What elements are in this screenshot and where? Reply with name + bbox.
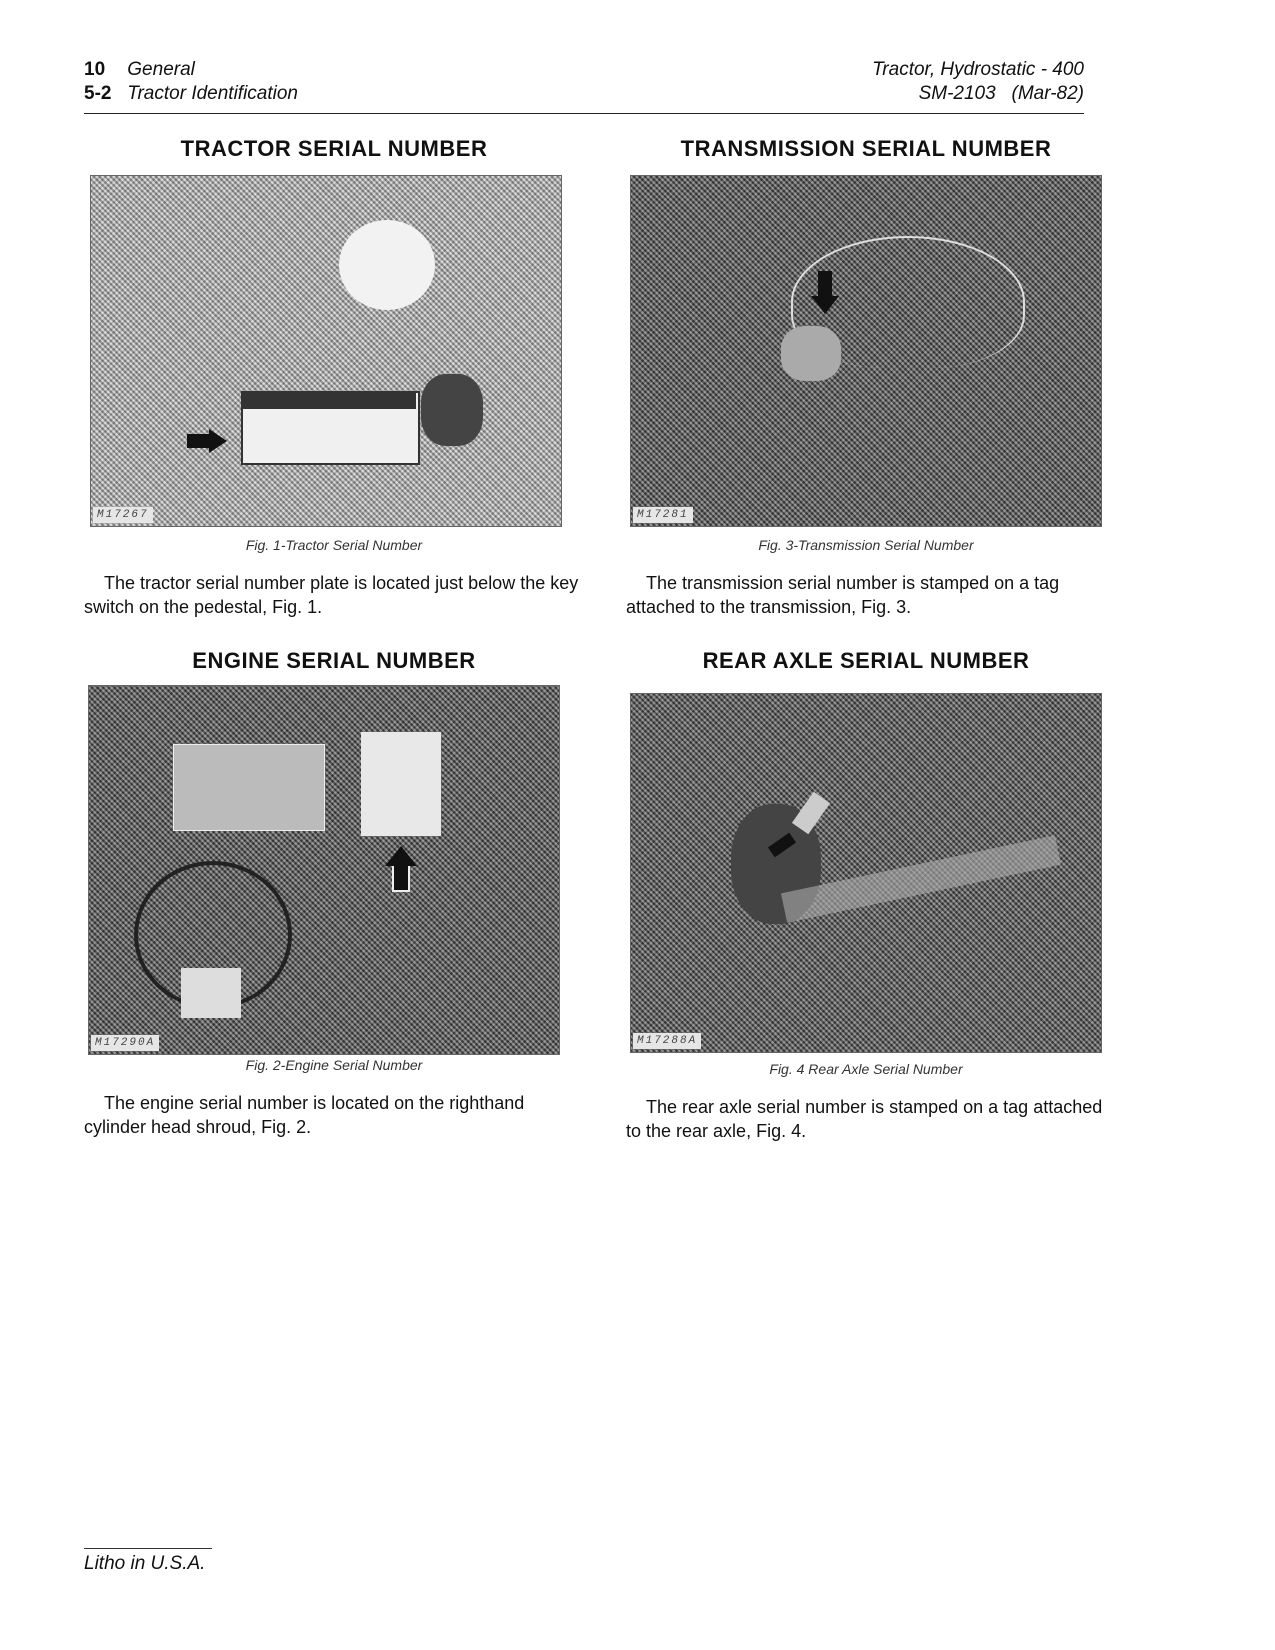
knob [421, 374, 483, 446]
figure-caption: Fig. 3-Transmission Serial Number [758, 537, 974, 553]
arrow-icon [187, 434, 211, 448]
arrow-icon [392, 864, 410, 892]
section-title: General [127, 59, 195, 80]
print-notice: Litho in U.S.A. [84, 1553, 206, 1574]
photo-code: M17267 [93, 507, 153, 523]
figure-3-photo [630, 175, 1102, 527]
transmission-tag [781, 326, 841, 381]
figure-2-photo [88, 685, 560, 1055]
header-group-line [84, 82, 298, 106]
section-rear-axle-serial [626, 647, 1106, 1143]
section-heading: TRACTOR SERIAL NUMBER [180, 136, 488, 161]
engine-serial-plate [361, 732, 441, 836]
figure-caption: Fig. 4 Rear Axle Serial Number [769, 1061, 963, 1077]
header-rule [84, 113, 1084, 114]
manual-title: Tractor, Hydrostatic - 400 [872, 59, 1084, 80]
decal-label [173, 744, 325, 831]
figure-4-photo [630, 693, 1102, 1053]
small-label [181, 968, 241, 1018]
figure-caption: Fig. 1-Tractor Serial Number [245, 537, 423, 553]
header-left [84, 58, 298, 106]
section-engine-serial [84, 647, 584, 1139]
header-right [872, 58, 1084, 106]
paragraph: The engine serial number is located on the righthand cylinder head shroud, Fig. 2. [84, 1093, 525, 1137]
group-title: Tractor Identification [127, 83, 299, 104]
figure-caption: Fig. 2-Engine Serial Number [245, 1057, 423, 1073]
page-footer [84, 1548, 212, 1575]
manual-code: SM-2103 (Mar-82) [918, 83, 1084, 104]
arrow-icon [818, 271, 832, 297]
section-heading: REAR AXLE SERIAL NUMBER [702, 648, 1030, 673]
paragraph: The rear axle serial number is stamped on a tag attached to the rear axle, Fig. 4. [626, 1097, 1103, 1141]
frame-bar [781, 835, 1061, 923]
section-transmission-serial [626, 135, 1106, 619]
group-number: 5-2 [84, 83, 112, 104]
figure-1-photo [90, 175, 562, 527]
footer-rule [84, 1548, 212, 1549]
header-section-line [84, 58, 298, 82]
photo-code: M17288A [633, 1033, 701, 1049]
page-header [84, 58, 1084, 118]
section-heading: TRANSMISSION SERIAL NUMBER [680, 136, 1052, 161]
section-number: 10 [84, 59, 106, 80]
photo-code: M17290A [91, 1035, 159, 1051]
paragraph: The tractor serial number plate is located just below the key switch on the pedestal, Fig. 1. [84, 573, 579, 617]
key-switch-panel [339, 220, 435, 310]
section-heading: ENGINE SERIAL NUMBER [192, 648, 476, 673]
section-tractor-serial [84, 135, 584, 619]
paragraph: The transmission serial number is stamped on a tag attached to the transmission, Fig. 3. [626, 573, 1060, 617]
photo-code: M17281 [633, 507, 693, 523]
